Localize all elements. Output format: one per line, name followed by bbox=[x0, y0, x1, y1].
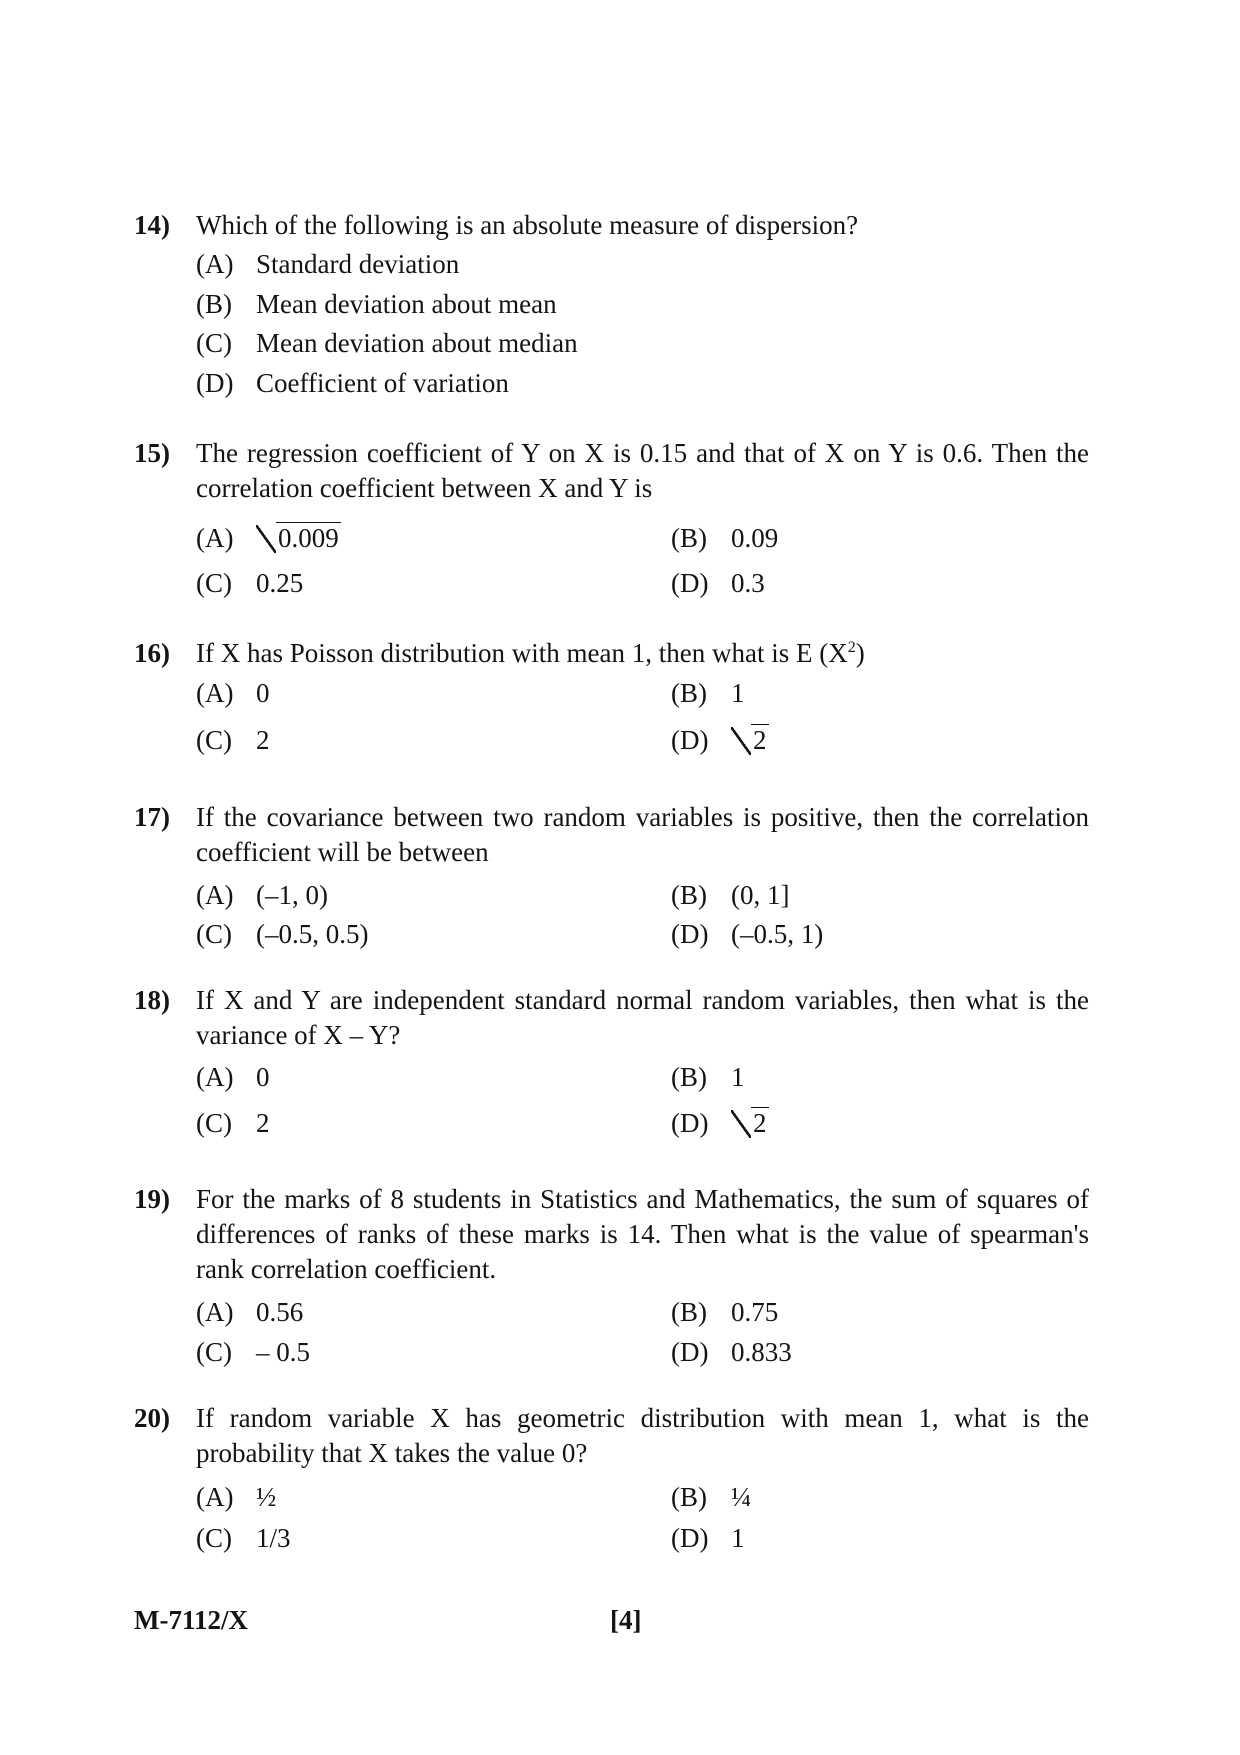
question-text: If the covariance between two random variables is positive, then the correlation coefficient will be between bbox=[196, 802, 1089, 867]
question-17 bbox=[134, 800, 1089, 870]
option-label: (B) bbox=[671, 1062, 707, 1092]
radicand: 0.009 bbox=[278, 523, 339, 553]
option-text: 0.75 bbox=[731, 1297, 779, 1327]
option-label: (C) bbox=[196, 1108, 232, 1138]
option-20-d bbox=[671, 1521, 745, 1556]
option-14-d bbox=[196, 366, 509, 401]
option-text: (–0.5, 0.5) bbox=[256, 919, 369, 949]
option-20-c bbox=[196, 1521, 291, 1556]
option-text: 1 bbox=[731, 1062, 745, 1092]
option-text: – 0.5 bbox=[256, 1337, 310, 1367]
question-14 bbox=[134, 208, 1089, 243]
option-label: (B) bbox=[671, 678, 707, 708]
question-text: The regression coefficient of Y on X is 0.15 and that of X on Y is 0.6. Then the correlation coefficient between X and Y is bbox=[196, 438, 1089, 503]
option-text: 0.3 bbox=[731, 568, 765, 598]
option-18-c bbox=[196, 1106, 270, 1141]
paper-code: M-7112/X bbox=[134, 1605, 248, 1635]
option-text: 0.09 bbox=[731, 523, 779, 553]
square-root-symbol bbox=[731, 1106, 769, 1141]
option-text: ½ bbox=[256, 1482, 277, 1512]
option-label: (D) bbox=[671, 919, 709, 949]
question-number: 14) bbox=[134, 210, 170, 240]
question-text: Which of the following is an absolute measure of dispersion? bbox=[196, 210, 859, 240]
option-label: (A) bbox=[196, 1482, 234, 1512]
question-18 bbox=[134, 983, 1089, 1053]
question-text: If X has Poisson distribution with mean 1, then what is E $(X^2)$ bbox=[196, 638, 865, 668]
option-18-b bbox=[671, 1060, 745, 1095]
option-label: (B) bbox=[671, 1482, 707, 1512]
option-19-c bbox=[196, 1335, 310, 1370]
radicand: 2 bbox=[753, 725, 767, 755]
option-text: 0 bbox=[256, 678, 270, 708]
option-label: (D) bbox=[671, 568, 709, 598]
question-number: 17) bbox=[134, 802, 170, 832]
option-text: Standard deviation bbox=[256, 249, 460, 279]
option-text: 1 bbox=[731, 1523, 745, 1553]
option-label: (B) bbox=[671, 880, 707, 910]
question-number: 18) bbox=[134, 985, 170, 1015]
question-text: For the marks of 8 students in Statistics and Mathematics, the sum of squares of differences of ranks of these marks is 14. Then what is the value of spearman's rank correlation coefficient. bbox=[196, 1184, 1089, 1284]
option-label: (C) bbox=[196, 1337, 232, 1367]
option-text: ¼ bbox=[731, 1482, 752, 1512]
option-label: (D) bbox=[671, 1337, 709, 1367]
question-number: 19) bbox=[134, 1184, 170, 1214]
option-text: 1/3 bbox=[256, 1523, 291, 1553]
option-15-b bbox=[671, 521, 778, 556]
option-18-a bbox=[196, 1060, 270, 1095]
option-16-c bbox=[196, 723, 270, 758]
option-text: 2 bbox=[256, 725, 270, 755]
option-text: 0.56 bbox=[256, 1297, 304, 1327]
option-text: 0 bbox=[256, 1062, 270, 1092]
option-label: (A) bbox=[196, 1297, 234, 1327]
question-number: 16) bbox=[134, 638, 170, 668]
option-text: (–0.5, 1) bbox=[731, 919, 824, 949]
option-text: (–1, 0) bbox=[256, 880, 328, 910]
option-20-a bbox=[196, 1480, 276, 1515]
option-text: Coefficient of variation bbox=[256, 368, 509, 398]
option-17-c bbox=[196, 917, 368, 952]
option-15-c bbox=[196, 566, 303, 601]
radicand: 2 bbox=[753, 1108, 767, 1138]
option-label: (C) bbox=[196, 1523, 232, 1553]
option-19-a bbox=[196, 1295, 303, 1330]
option-14-a bbox=[196, 247, 459, 282]
option-17-b bbox=[671, 878, 789, 913]
option-14-c bbox=[196, 326, 578, 361]
option-text: 0.25 bbox=[256, 568, 304, 598]
square-root-symbol bbox=[731, 723, 769, 758]
option-label: (C) bbox=[196, 725, 232, 755]
option-20-b bbox=[671, 1480, 751, 1515]
option-text: (0, 1] bbox=[731, 880, 790, 910]
question-20 bbox=[134, 1401, 1089, 1471]
option-text: Mean deviation about median bbox=[256, 328, 578, 358]
option-label: (A) bbox=[196, 678, 234, 708]
option-16-a bbox=[196, 676, 270, 711]
question-text: If X and Y are independent standard normal random variables, then what is the variance of X – Y? bbox=[196, 985, 1089, 1050]
option-17-a bbox=[196, 878, 328, 913]
option-text: Mean deviation about mean bbox=[256, 289, 557, 319]
option-label: (D) bbox=[671, 1108, 709, 1138]
option-15-a bbox=[196, 521, 341, 556]
option-19-b bbox=[671, 1295, 778, 1330]
question-19 bbox=[134, 1182, 1089, 1287]
option-label: (A) bbox=[196, 1062, 234, 1092]
square-root-symbol bbox=[256, 521, 341, 556]
option-text: 2 bbox=[256, 1108, 270, 1138]
option-19-d bbox=[671, 1335, 792, 1370]
option-14-b bbox=[196, 287, 557, 322]
option-text: 0.833 bbox=[731, 1337, 792, 1367]
question-text: If random variable X has geometric distribution with mean 1, what is the probability that X takes the value 0? bbox=[196, 1403, 1089, 1468]
question-number: 15) bbox=[134, 438, 170, 468]
option-text: 1 bbox=[731, 678, 745, 708]
question-number: 20) bbox=[134, 1403, 170, 1433]
option-16-b bbox=[671, 676, 745, 711]
page-number: [4] bbox=[610, 1605, 642, 1635]
option-16-d bbox=[671, 723, 769, 758]
option-label: (A) bbox=[196, 880, 234, 910]
option-label: (A) bbox=[196, 249, 234, 279]
option-label: (A) bbox=[196, 523, 234, 553]
option-17-d bbox=[671, 917, 823, 952]
question-15 bbox=[134, 436, 1089, 506]
superscript: 2 bbox=[847, 639, 856, 656]
option-label: (B) bbox=[671, 1297, 707, 1327]
option-label: (C) bbox=[196, 568, 232, 598]
option-label: (D) bbox=[671, 725, 709, 755]
option-label: (B) bbox=[196, 289, 232, 319]
option-label: (C) bbox=[196, 919, 232, 949]
question-16 bbox=[134, 636, 1089, 671]
option-label: (D) bbox=[196, 368, 234, 398]
option-18-d bbox=[671, 1106, 769, 1141]
option-label: (D) bbox=[671, 1523, 709, 1553]
option-label: (C) bbox=[196, 328, 232, 358]
option-label: (B) bbox=[671, 523, 707, 553]
option-15-d bbox=[671, 566, 765, 601]
